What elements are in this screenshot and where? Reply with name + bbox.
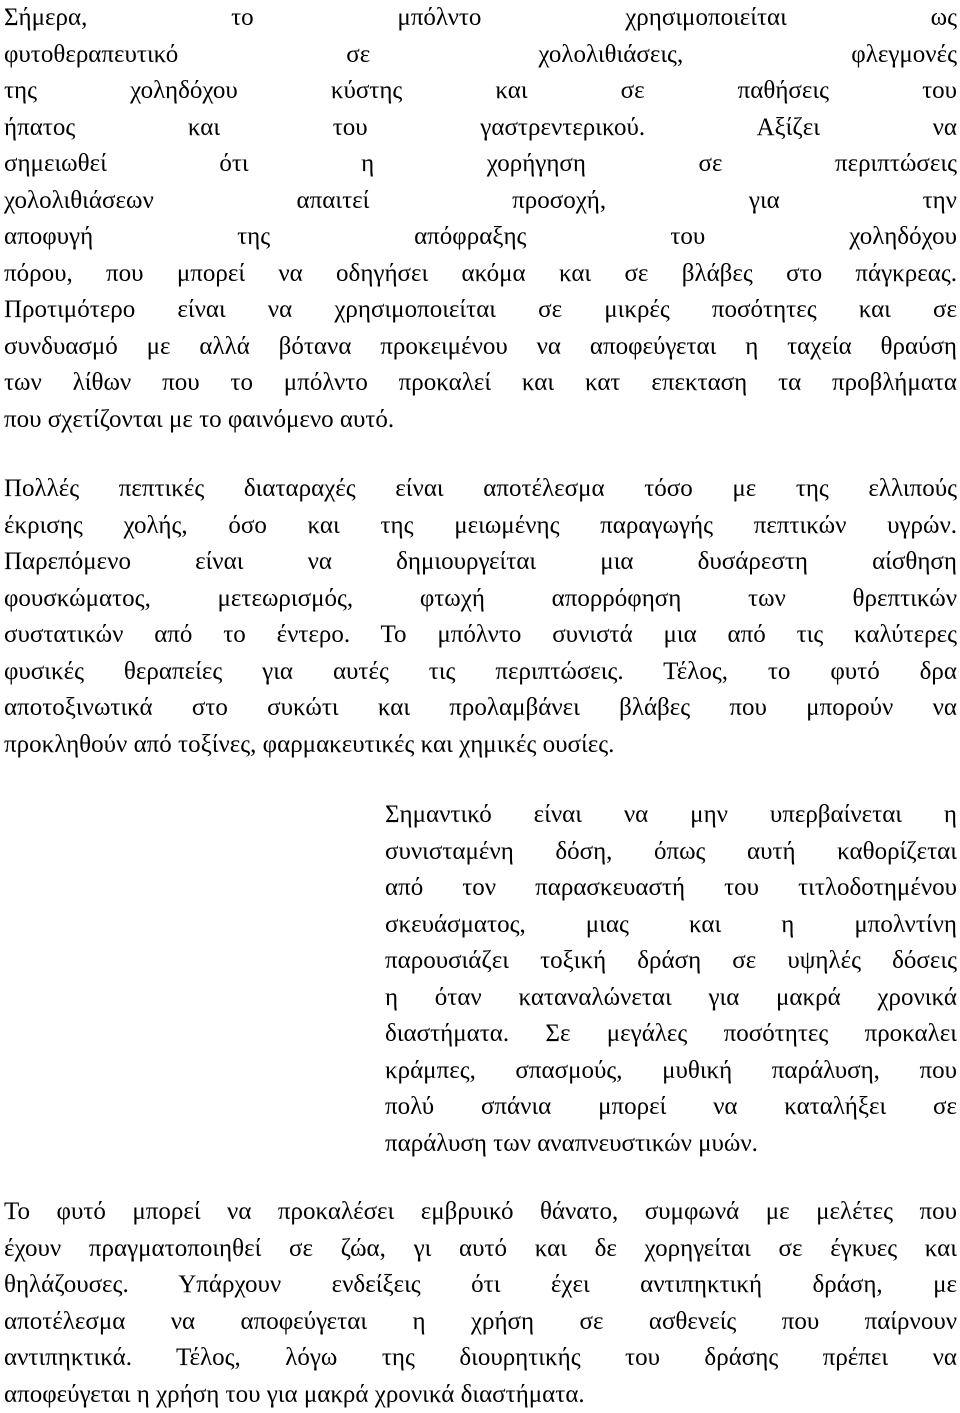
text-line: φυσικές θεραπείες για αυτές τις περιπτώσεις. Τέλος, το φυτό δρα <box>4 654 957 691</box>
text-line: παρουσιάζει τοξική δράση σε υψηλές δόσεις <box>385 943 957 980</box>
text-line: φυτοθεραπευτικό σε χολολιθιάσεις, φλεγμονές <box>4 37 957 74</box>
text-line: σκευάσματος, μιας και η μπολντίνη <box>385 907 957 944</box>
text-line: πόρου, που μπορεί να οδηγήσει ακόμα και σε βλάβες στο πάγκρεας. <box>4 256 957 293</box>
text-line: αποφυγή της απόφραξης του χοληδόχου <box>4 219 957 256</box>
text-line: αντιπηκτικά. Τέλος, λόγω της διουρητικής του δράσης πρέπει να <box>4 1340 957 1377</box>
text-line: συνισταμένη δόση, όπως αυτή καθορίζεται <box>385 834 957 871</box>
text-line: παράλυση των αναπνευστικών μυών. <box>385 1126 957 1163</box>
text-line: από τον παρασκευαστή του τιτλοδοτημένου <box>385 870 957 907</box>
paragraph-contraindications <box>4 1194 957 1413</box>
text-line: αποτοξινωτικά στο συκώτι και προλαμβάνει βλάβες που μπορούν να <box>4 690 957 727</box>
text-line: έχουν πραγματοποιηθεί σε ζώα, γι αυτό και δε χορηγείται σε έγκυες και <box>4 1231 957 1268</box>
text-line: Σημαντικό είναι να μην υπερβαίνεται η <box>385 797 957 834</box>
text-line: συστατικών από το έντερο. Το μπόλντο συνιστά μια από τις καλύτερες <box>4 617 957 654</box>
text-line: προκληθούν από τοξίνες, φαρμακευτικές και χημικές ουσίες. <box>4 727 957 764</box>
text-line: Πολλές πεπτικές διαταραχές είναι αποτέλεσμα τόσο με της ελλιπούς <box>4 471 957 508</box>
text-line: θηλάζουσες. Υπάρχουν ενδείξεις ότι έχει αντιπηκτική δράση, με <box>4 1267 957 1304</box>
text-line: σημειωθεί ότι η χορήγηση σε περιπτώσεις <box>4 146 957 183</box>
paragraph-dosage-warning <box>385 797 957 1162</box>
text-line: της χοληδόχου κύστης και σε παθήσεις του <box>4 73 957 110</box>
text-line: Το φυτό μπορεί να προκαλέσει εμβρυικό θάνατο, συμφωνά με μελέτες που <box>4 1194 957 1231</box>
text-line: κράμπες, σπασμούς, μυθική παράλυση, που <box>385 1053 957 1090</box>
paragraph-digestive-disorders <box>4 471 957 763</box>
text-line: που σχετίζονται με το φαινόμενο αυτό. <box>4 402 957 439</box>
text-line: Προτιμότερο είναι να χρησιμοποιείται σε μικρές ποσότητες και σε <box>4 292 957 329</box>
text-line: ήπατος και του γαστρεντερικού. Αξίζει να <box>4 110 957 147</box>
text-line: Παρεπόμενο είναι να δημιουργείται μια δυσάρεστη αίσθηση <box>4 544 957 581</box>
text-line: έκρισης χολής, όσο και της μειωμένης παραγωγής πεπτικών υγρών. <box>4 508 957 545</box>
text-line: πολύ σπάνια μπορεί να καταλήξει σε <box>385 1089 957 1126</box>
paragraph-boldo-uses <box>4 0 957 438</box>
text-line: συνδυασμό με αλλά βότανα προκειμένου να αποφεύγεται η ταχεία θραύση <box>4 329 957 366</box>
text-line: χολολιθιάσεων απαιτεί προσοχή, για την <box>4 183 957 220</box>
text-line: φουσκώματος, μετεωρισμός, φτωχή απορρόφηση των θρεπτικών <box>4 581 957 618</box>
text-line: διαστήματα. Σε μεγάλες ποσότητες προκαλει <box>385 1016 957 1053</box>
text-line: Σήμερα, το μπόλντο χρησιμοποιείται ως <box>4 0 957 37</box>
text-line: των λίθων που το μπόλντο προκαλεί και κατ επεκταση τα προβλήματα <box>4 365 957 402</box>
text-line: αποφεύγεται η χρήση του για μακρά χρονικά διαστήματα. <box>4 1377 957 1413</box>
text-line: αποτέλεσμα να αποφεύγεται η χρήση σε ασθενείς που παίρνουν <box>4 1304 957 1341</box>
text-line: η όταν καταναλώνεται για μακρά χρονικά <box>385 980 957 1017</box>
